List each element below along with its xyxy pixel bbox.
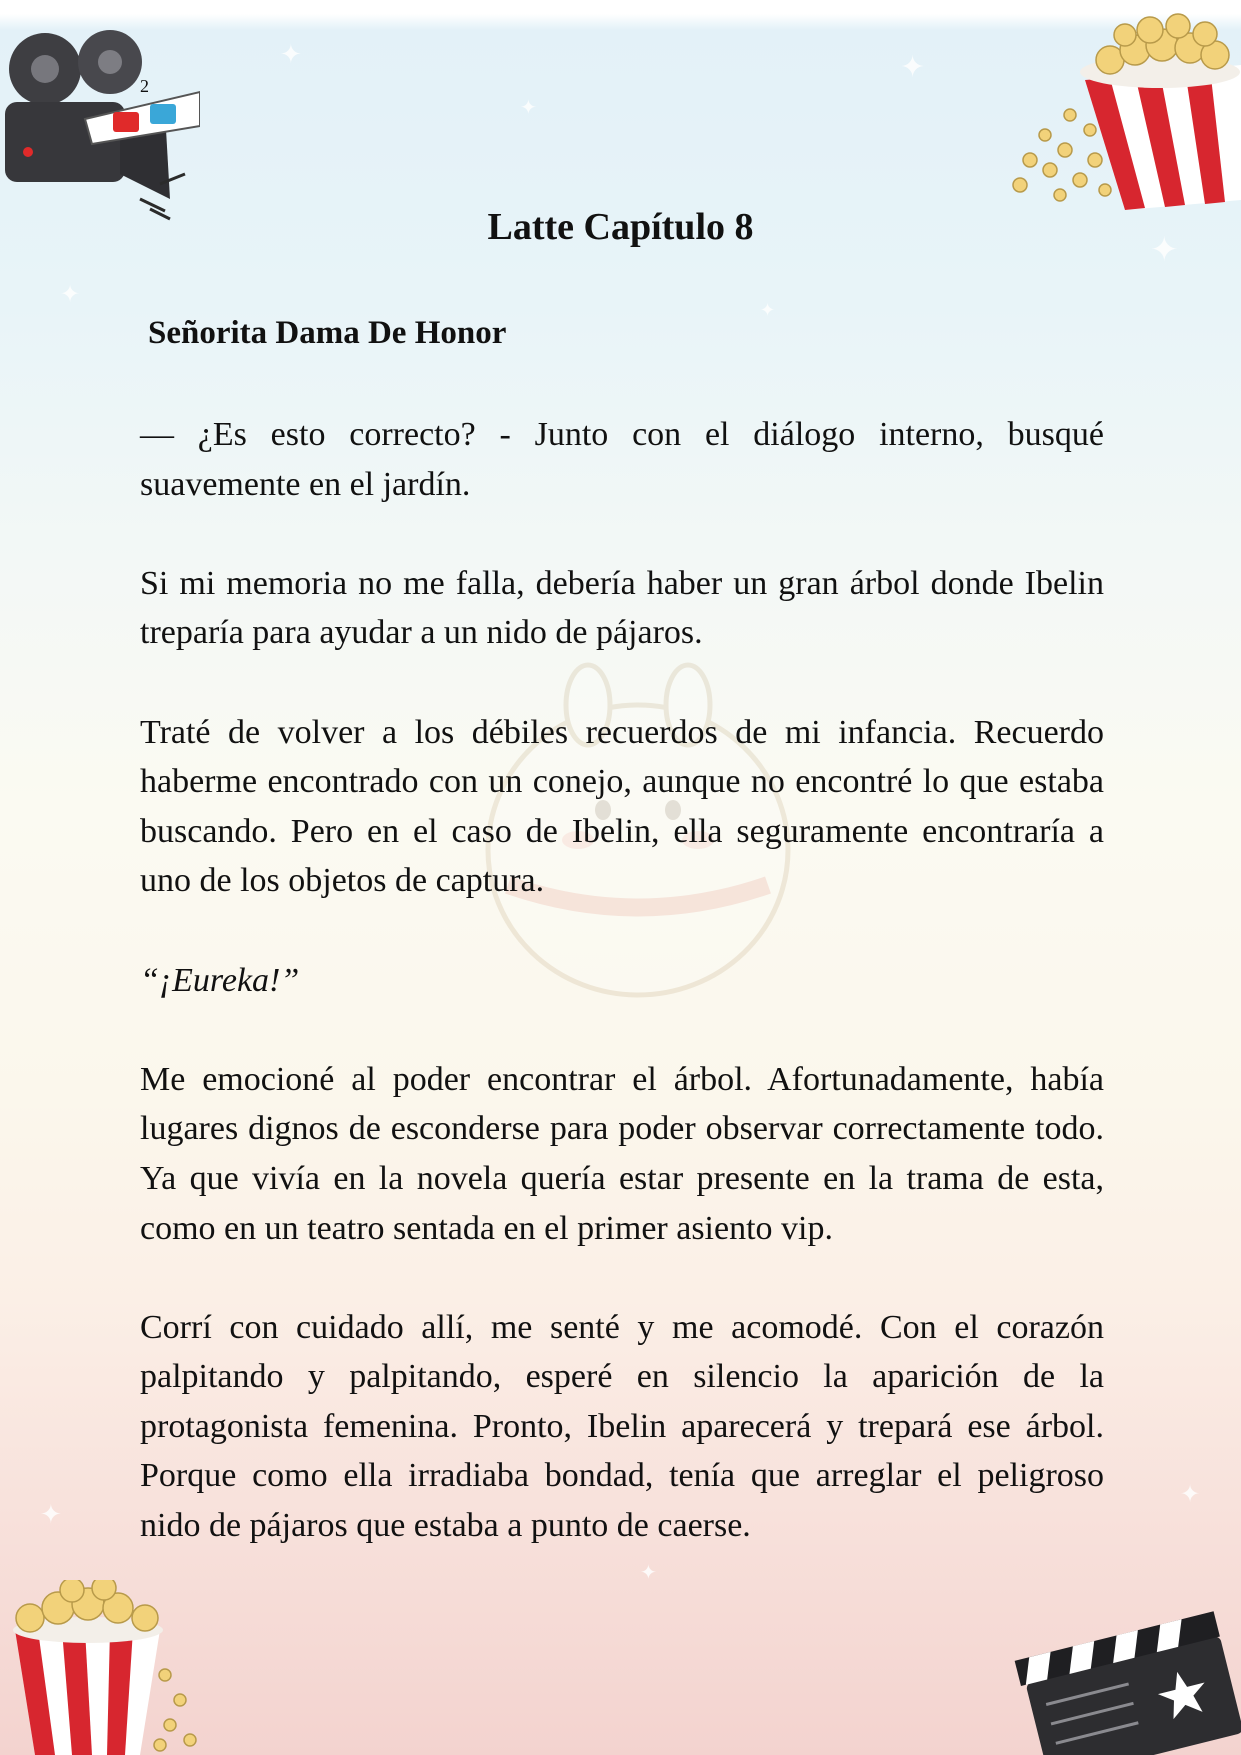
- page-number: 2: [140, 76, 149, 96]
- sparkle-icon: ✦: [40, 1500, 62, 1530]
- popcorn-bucket-icon: [0, 1580, 220, 1755]
- paragraph: — ¿Es esto correcto? - Junto con el diálogo interno, busqué suavemente en el jardín.: [140, 416, 1104, 503]
- sparkle-icon: ✦: [760, 300, 776, 321]
- sparkle-icon: ✦: [1150, 230, 1179, 270]
- sparkle-icon: ✦: [900, 50, 926, 85]
- chapter-subtitle: Señorita Dama De Honor: [148, 315, 507, 351]
- sparkle-icon: ✦: [640, 1560, 657, 1584]
- sparkle-icon: ✦: [280, 40, 302, 70]
- paragraph: Me emocioné al poder encontrar el árbol. Afortunadamente, había lugares dignos de esconderse para poder observar correctamente todo. Ya que vivía en la novela quería estar presente en la trama de esta, como en un teatro sentada en el primer asiento vip.: [140, 1060, 1104, 1247]
- paragraph-exclamation: “¡Eureka!”: [140, 961, 300, 999]
- clapperboard-icon: [1010, 1600, 1241, 1755]
- popcorn-bucket-icon: [1000, 10, 1241, 210]
- sparkle-icon: ✦: [60, 280, 81, 308]
- sparkle-icon: ✦: [1180, 1480, 1201, 1508]
- paragraph: Corrí con cuidado allí, me senté y me acomodé. Con el corazón palpitando y palpitando, esperé en silencio la aparición de la protagonista femenina. Pronto, Ibelin aparecerá y trepará ese árbol. Porque como ella irradiaba bondad, tenía que arreglar el peligroso nido de pájaros que estaba a punto de caerse.: [140, 1308, 1104, 1545]
- chapter-title: Latte Capítulo 8: [487, 206, 754, 248]
- sparkle-icon: ✦: [520, 95, 537, 119]
- paragraph: Traté de volver a los débiles recuerdos de mi infancia. Recuerdo haberme encontrado con un conejo, aunque no encontré lo que estaba buscando. Pero en el caso de Ibelin, ella seguramente encontraría a uno de los objetos de captura.: [140, 713, 1104, 900]
- chapter-body: [140, 410, 1104, 1600]
- paragraph: Si mi memoria no me falla, debería haber un gran árbol donde Ibelin treparía para ayudar a un nido de pájaros.: [140, 564, 1104, 652]
- film-camera-icon: [0, 14, 200, 229]
